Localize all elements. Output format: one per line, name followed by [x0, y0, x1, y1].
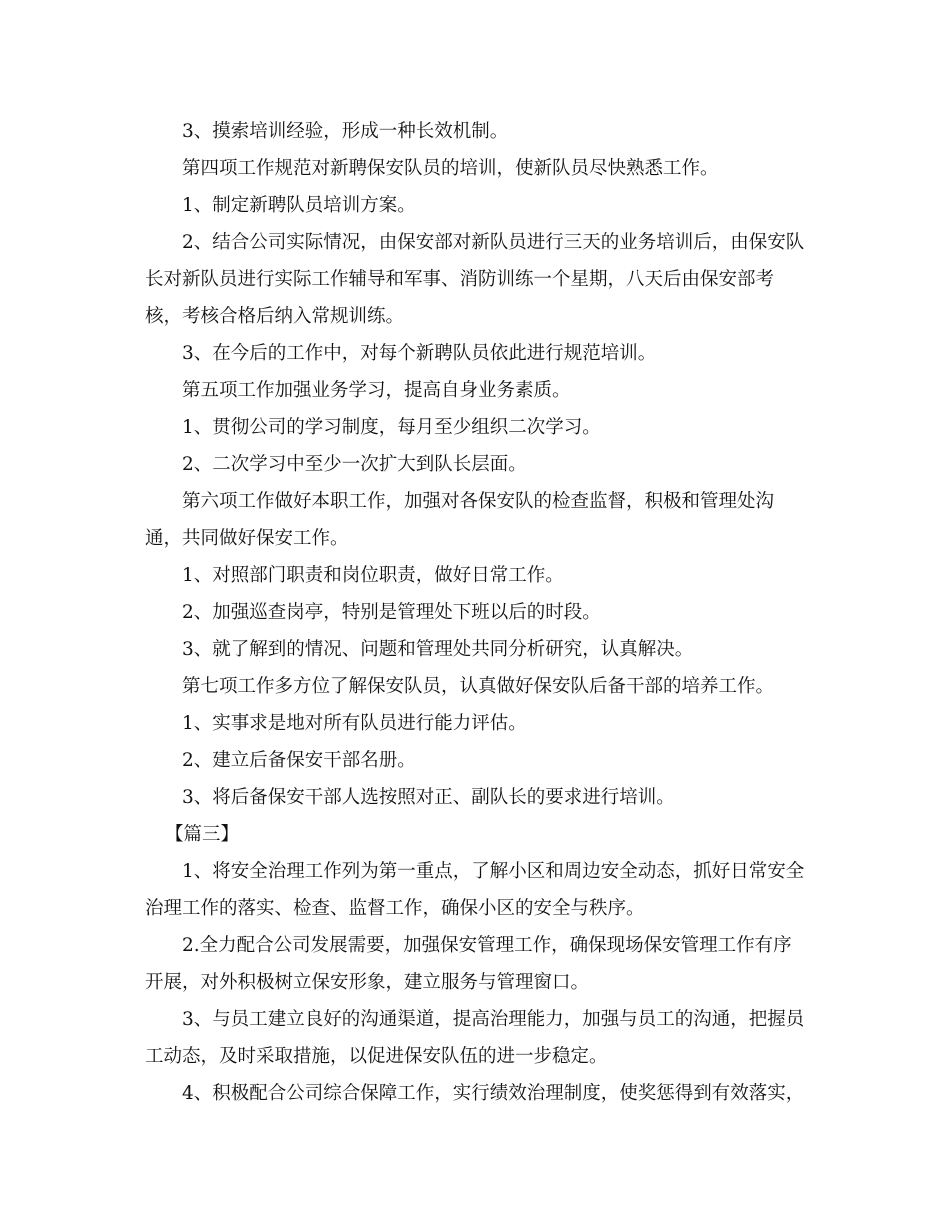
- paragraph: 2、结合公司实际情况，由保安部对新队员进行三天的业务培训后，由保安队长对新队员进行实际工作辅导和军事、消防训练一个星期，八天后由保安部考核，考核合格后纳入常规训练。: [145, 232, 805, 327]
- paragraph: 2、二次学习中至少一次扩大到队长层面。: [182, 454, 527, 475]
- paragraph: 1、对照部门职责和岗位职责，做好日常工作。: [182, 565, 564, 586]
- paragraph: 1、将安全治理工作列为第一重点，了解小区和周边安全动态，抓好日常安全治理工作的落实、检查、监督工作，确保小区的安全与秩序。: [145, 861, 805, 919]
- paragraph: 2、加强巡查岗亭，特别是管理处下班以后的时段。: [182, 602, 601, 623]
- paragraph: 3、摸索培训经验，形成一种长效机制。: [182, 121, 509, 142]
- section-heading: 第七项工作多方位了解保安队员，认真做好保安队后备干部的培养工作。: [182, 676, 775, 697]
- chapter-heading: 【篇三】: [165, 824, 240, 845]
- paragraph: 3、将后备保安干部人选按照对正、副队长的要求进行培训。: [182, 787, 675, 808]
- paragraph: 4、积极配合公司综合保障工作，实行绩效治理制度，使奖惩得到有效落实，: [182, 1083, 805, 1104]
- paragraph: 2、建立后备保安干部名册。: [182, 750, 416, 771]
- section-heading: 第五项工作加强业务学习，提高自身业务素质。: [182, 380, 571, 401]
- paragraph: 2.全力配合公司发展需要，加强保安管理工作，确保现场保安管理工作有序开展，对外积极树立保安形象，建立服务与管理窗口。: [145, 935, 792, 993]
- paragraph: 1、贯彻公司的学习制度，每月至少组织二次学习。: [182, 417, 601, 438]
- paragraph: 3、就了解到的情况、问题和管理处共同分析研究，认真解决。: [182, 639, 694, 660]
- paragraph: 1、制定新聘队员培训方案。: [182, 195, 416, 216]
- paragraph: 3、与员工建立良好的沟通渠道，提高治理能力，加强与员工的沟通，把握员工动态，及时采取措施，以促进保安队伍的进一步稳定。: [145, 1009, 805, 1067]
- section-heading: 第六项工作做好本职工作，加强对各保安队的检查监督，积极和管理处沟通，共同做好保安工作。: [145, 491, 775, 549]
- paragraph: 1、实事求是地对所有队员进行能力评估。: [182, 713, 527, 734]
- document-body: [145, 113, 810, 1112]
- section-heading: 第四项工作规范对新聘保安队员的培训，使新队员尽快熟悉工作。: [182, 158, 719, 179]
- paragraph: 3、在今后的工作中，对每个新聘队员依此进行规范培训。: [182, 343, 657, 364]
